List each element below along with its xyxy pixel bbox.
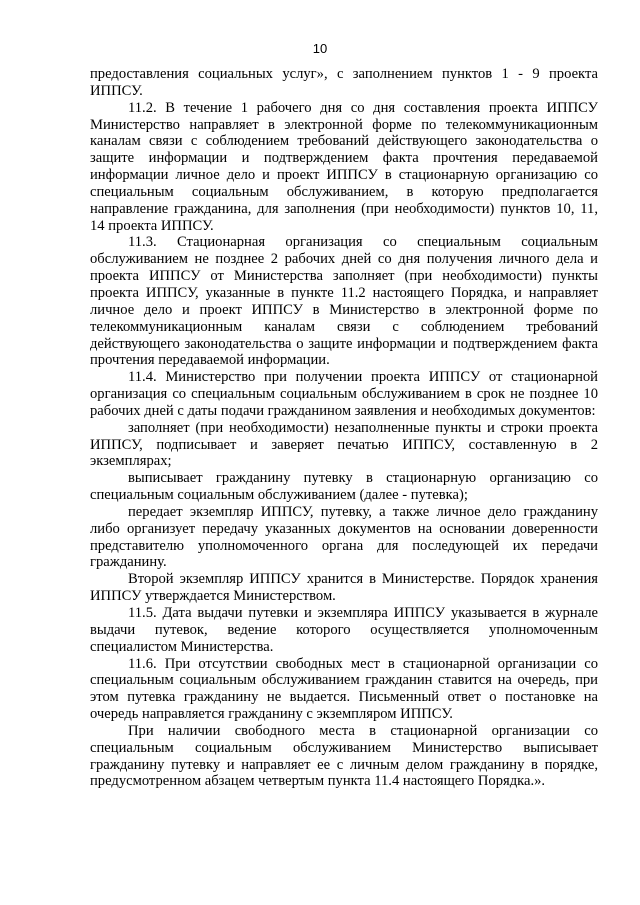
paragraph-11-5: 11.5. Дата выдачи путевки и экземпляра ИППСУ указывается в журнале выдачи путевок, ведение которого осуществляется уполномоченным специалистом Министерства. bbox=[90, 605, 598, 655]
paragraph-11-4-fill: заполняет (при необходимости) незаполненные пункты и строки проекта ИППСУ, подписывает и заверяет печатью ИППСУ, составленную в 2 экземплярах; bbox=[90, 419, 598, 470]
paragraph-continuation: предоставления социальных услуг», с заполнением пунктов 1 - 9 проекта ИППСУ. bbox=[90, 66, 598, 99]
page-number: 10 bbox=[312, 41, 328, 56]
document-body bbox=[90, 66, 598, 790]
paragraph-second-copy: Второй экземпляр ИППСУ хранится в Министерстве. Порядок хранения ИППСУ утверждается Министерством. bbox=[90, 571, 598, 605]
paragraph-11-4: 11.4. Министерство при получении проекта ИППСУ от стационарной организация со специальным социальным обслуживанием в срок не позднее 10 рабочих дней с даты подачи гражданином заявления и необходимых документов: bbox=[90, 369, 598, 419]
paragraph-11-4-transfer: передает экземпляр ИППСУ, путевку, а также личное дело гражданину либо организует передачу указанных документов на основании доверенности представителю уполномоченного органа для последующей их передачи гражданину. bbox=[90, 503, 598, 571]
paragraph-11-3: 11.3. Стационарная организация со специальным социальным обслуживанием не позднее 2 рабочих дней со дня получения личного дела и проекта ИППСУ от Министерства заполняет (при необходимости) пункты проекта ИППСУ, указанные в пункте 11.2 настоящего Порядка, и направляет личное дело и проект ИППСУ в Министерство в электронной форме по телекоммуникационным каналам связи с соблюдением требований действующего законодательства о защите информации и подтверждением факта прочтения передаваемой информации. bbox=[90, 234, 598, 369]
paragraph-11-4-issue-voucher: выписывает гражданину путевку в стационарную организацию со специальным социальным обслуживанием (далее - путевка); bbox=[90, 470, 598, 504]
paragraph-11-2: 11.2. В течение 1 рабочего дня со дня составления проекта ИППСУ Министерство направляет в электронной форме по телекоммуникационным каналам связи с соблюдением требований действующего законодательства о защите информации и подтверждением факта прочтения передаваемой информации личное дело и проект ИППСУ в стационарную организацию со специальным социальным обслуживанием, в которую предполагается направление гражданина, для заполнения (при необходимости) пунктов 10, 11, 14 проекта ИППСУ. bbox=[90, 99, 598, 234]
paragraph-11-6: 11.6. При отсутствии свободных мест в стационарной организации со специальным социальным обслуживанием гражданин ставится на очередь, при этом путевка гражданину не выдается. Письменный ответ о постановке на очередь направляется гражданину с экземпляром ИППСУ. bbox=[90, 655, 598, 723]
paragraph-free-place: При наличии свободного места в стационарной организации со специальным социальным обслуживанием Министерство выписывает гражданину путевку и направляет ее с личным делом гражданину в порядке, предусмотренном абзацем четвертым пункта 11.4 настоящего Порядка.». bbox=[90, 722, 598, 790]
